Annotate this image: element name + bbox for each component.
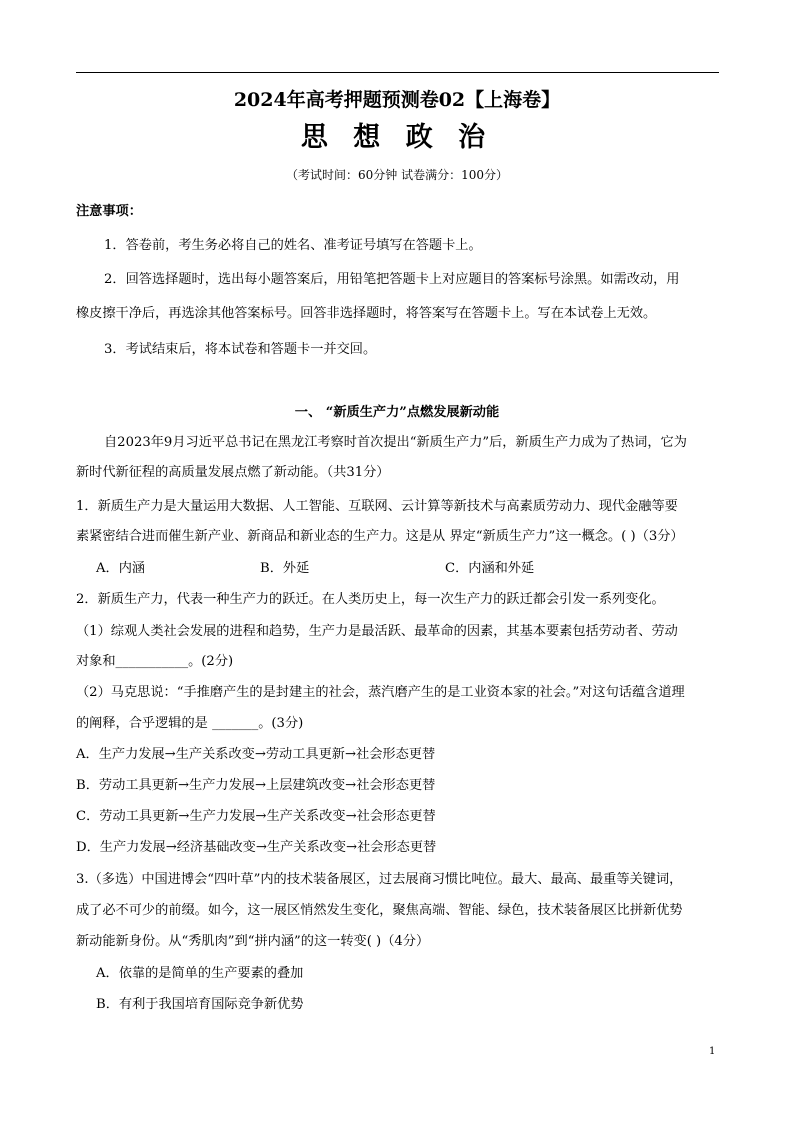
question-3-stem: 3.（多选）中国进博会“四叶草”内的技术装备展区，过去展商习惯比吨位。最大、最高、最重等关键词， (76, 872, 683, 887)
question-2-option-d: D．生产力发展→经济基础改变→生产关系改变→社会形态更替 (76, 840, 437, 855)
exam-info: （考试时间：60分钟 试卷满分：100分） (286, 168, 508, 182)
notice-item: 1．答卷前，考生务必将自己的姓名、准考证号填写在答题卡上。 (104, 238, 482, 253)
section-intro: 自2023年9月习近平总书记在黑龙江考察时首次提出“新质生产力”后，新质生产力成为了热词，它为 (104, 435, 687, 450)
notice-item: 2．回答选择题时，选出每小题答案后，用铅笔把答题卡上对应题目的答案标号涂黑。如需改动，用 (104, 272, 680, 287)
notice-heading: 注意事项： (76, 204, 142, 219)
question-1-stem: 素紧密结合进而催生新产业、新商品和新业态的生产力。这是从 界定“新质生产力”这一概念。( )（3分） (76, 529, 684, 544)
question-2-option-b: B．劳动工具更新→生产力发展→上层建筑改变→社会形态更替 (76, 778, 436, 793)
question-3-option-a: A．依靠的是简单的生产要素的叠加 (96, 966, 304, 981)
question-1-option-b: B．外延 (260, 561, 310, 576)
page-number: 1 (709, 1046, 716, 1057)
question-2-option-c: C．劳动工具更新→生产力发展→生产关系改变→社会形态更替 (76, 809, 436, 824)
notice-item: 3．考试结束后，将本试卷和答题卡一并交回。 (104, 342, 377, 357)
question-1-stem: 1．新质生产力是大量运用大数据、人工智能、互联网、云计算等新技术与高素质劳动力、现代金融等要 (76, 499, 678, 514)
question-3-stem: 新动能新身份。从“秀肌肉”到“拼内涵”的这一转变( )（4分） (76, 934, 430, 949)
question-1-option-a: A．内涵 (96, 561, 146, 576)
question-2-option-a: A．生产力发展→生产关系改变→劳动工具更新→社会形态更替 (76, 747, 436, 762)
question-2-sub2: （2）马克思说：“手推磨产生的是封建主的社会，蒸汽磨产生的是工业资本家的社会。”对这句话蕴含道理 (76, 685, 685, 700)
question-1-option-c: C．内涵和外延 (445, 561, 535, 576)
question-2-sub1: 对象和___________。(2分) (76, 654, 234, 669)
question-2-sub1: （1）综观人类社会发展的进程和趋势，生产力是最活跃、最革命的因素，其基本要素包括劳动者、劳动 (76, 624, 678, 639)
section-intro: 新时代新征程的高质量发展点燃了新动能。（共31分） (76, 465, 390, 480)
section-heading: 一、 “新质生产力”点燃发展新动能 (294, 405, 500, 420)
exam-title: 2024年高考押题预测卷02【上海卷】 (233, 89, 561, 111)
notice-item: 橡皮擦干净后，再选涂其他答案标号。回答非选择题时，将答案写在答题卡上。写在本试卷上无效。 (76, 306, 657, 321)
subject-title: 思 想 政 治 (300, 122, 494, 153)
question-3-option-b: B．有利于我国培育国际竞争新优势 (96, 997, 304, 1012)
question-2-sub2: 的阐释，合乎逻辑的是 _______。(3分) (76, 716, 304, 731)
question-3-stem: 成了必不可少的前缀。如今，这一展区悄然发生变化，聚焦高端、智能、绿色，技术装备展区比拼新优势 (76, 903, 683, 918)
question-2-stem: 2．新质生产力，代表一种生产力的跃迁。在人类历史上，每一次生产力的跃迁都会引发一系列变化。 (76, 592, 665, 607)
header-rule (76, 72, 719, 73)
